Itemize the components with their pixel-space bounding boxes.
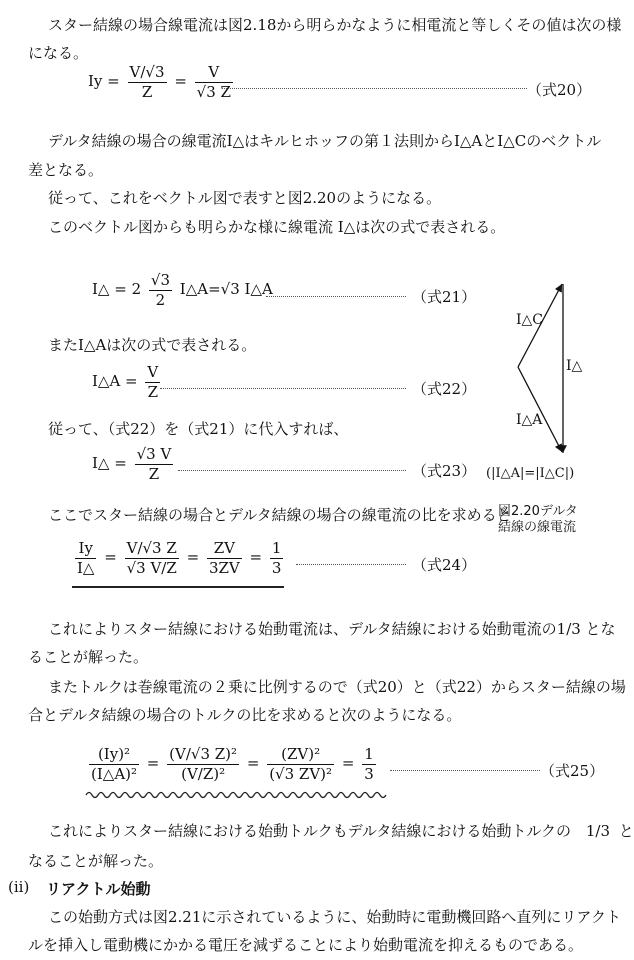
figure-caption-line-2: 結線の線電流 — [498, 520, 577, 535]
equation-22: I△A = $\frac{V}{Z}$ — [92, 363, 159, 401]
one-third-fraction: 1/3 — [585, 822, 610, 840]
paragraph-9-line-2: 合とデルタ結線の場合のトルクの比を求めると次のようになる。 — [28, 706, 462, 724]
label-i-delta: I△ — [566, 358, 583, 374]
label-i-delta-c: I△C — [516, 312, 544, 328]
equation-25-leader — [390, 770, 540, 771]
equation-24-label: （式24） — [412, 556, 477, 574]
equation-20: Iy = $\frac{V/√3}{Z}$ = $\frac{V}{√3 Z}$ — [88, 63, 231, 101]
equation-22-label: （式22） — [412, 380, 477, 398]
paragraph-10-line-1: これによりスター結線における始動トルクもデルタ結線における始動トルクの 1/3 と — [48, 822, 634, 840]
paragraph-11-line-1: この始動方式は図2.21に示されているように、始動時に電動機回路へ直列にリアクト — [48, 908, 621, 926]
figure-note: (|I△A|=|I△C|) — [486, 466, 575, 481]
figure-caption-line-1: 図2.20デルタ — [498, 504, 578, 519]
equation-20-leader — [222, 88, 527, 89]
equation-23-label: （式23） — [412, 462, 477, 480]
equation-24-underline — [72, 586, 284, 588]
paragraph-3: 従って、これをベクトル図で表すと図2.20のようになる。 — [48, 189, 442, 207]
equation-25-label: （式25） — [540, 762, 605, 780]
equation-21-leader — [266, 296, 406, 297]
paragraph-7: ここでスター結線の場合とデルタ結線の場合の線電流の比を求めると — [48, 506, 512, 524]
equation-22-leader — [160, 388, 406, 389]
paragraph-5: またI△Aは次の式で表される。 — [48, 336, 257, 354]
equation-20-label: （式20） — [527, 81, 592, 99]
paragraph-11-line-2: ルを挿入し電動機にかかる電圧を減ずることにより始動電流を抑えるものである。 — [28, 936, 584, 954]
label-i-delta-a: I△A — [516, 412, 543, 428]
vector-i-delta-a — [518, 367, 562, 452]
equation-25: $\frac{\text{(Iy)²}}{\text{(I△A)²}}$ = $\frac{\text{(V/√3 Z)²}}{\text{(V/Z)²}}$ = $\frac{\text{(ZV)²}}{\text{(√3 ZV)²}}$ = $\frac{1}{3}$ — [91, 745, 374, 783]
paragraph-10-line-2: なることが解った。 — [28, 852, 164, 870]
paragraph-2-line-1: デルタ結線の場合の線電流I△はキルヒホッフの第１法則からI△AとI△Cのベクトル — [48, 132, 602, 150]
paragraph-4: このベクトル図からも明らかな様に線電流 I△は次の式で表される。 — [48, 218, 506, 236]
equation-23: I△ = $\frac{√3 V}{Z}$ — [92, 445, 172, 483]
equation-21: I△ = 2 $\frac{√3}{2}$ I△A=√3 I△A — [92, 271, 273, 309]
paragraph-6: 従って、（式22）を（式21）に代入すれば、 — [48, 420, 349, 438]
paragraph-1-line-2: になる。 — [28, 44, 89, 62]
paragraph-8-line-1: これによりスター結線における始動電流は、デルタ結線における始動電流の1/3 とな — [48, 620, 616, 638]
vector-diagram — [500, 270, 600, 470]
equation-24-leader — [296, 564, 406, 565]
equation-23-leader — [178, 470, 406, 471]
paragraph-1-line-1: スター結線の場合線電流は図2.18から明らかなように相電流と等しくその値は次の様 — [48, 16, 622, 34]
equation-21-label: （式21） — [412, 288, 477, 306]
section-title: リアクトル始動 — [46, 880, 151, 898]
paragraph-2-line-2: 差となる。 — [28, 161, 104, 179]
section-number: (ii) — [8, 878, 30, 896]
paragraph-9-line-1: またトルクは巻線電流の２乗に比例するので（式20）と（式22）からスター結線の場 — [48, 678, 626, 696]
equation-24: $\frac{Iy}{I\triangle}$ = $\frac{V/√3 Z}{√3 V/Z}$ = $\frac{ZV}{3ZV}$ = $\frac{1}{3}$ — [77, 539, 282, 577]
paragraph-8-line-2: ることが解った。 — [28, 648, 149, 666]
equation-25-wavy-underline — [86, 790, 386, 800]
